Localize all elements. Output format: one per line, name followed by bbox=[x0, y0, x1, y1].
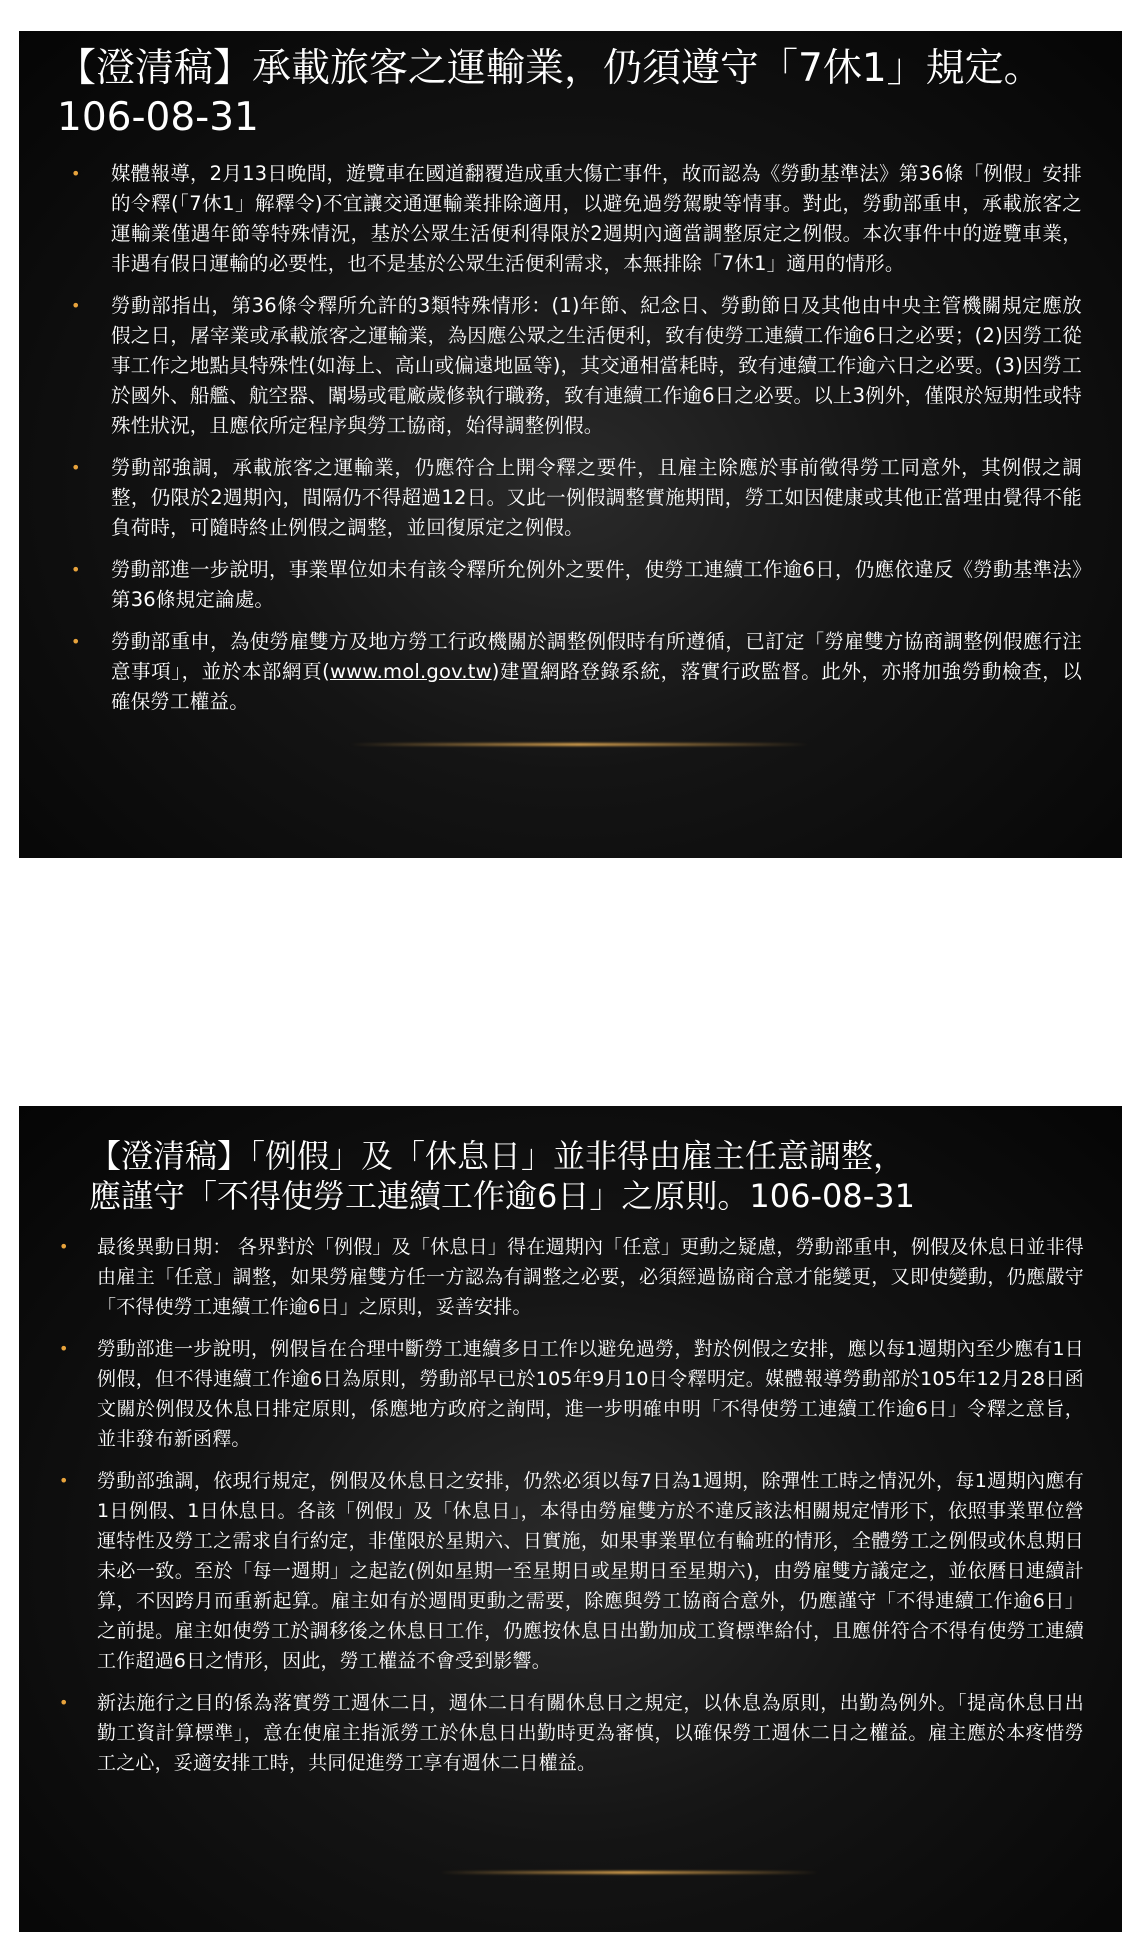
slide-2 bbox=[19, 1106, 1122, 1932]
slide-2-title-line-2: 應謹守「不得使勞工連續工作逾6日」之原則。106-08-31 bbox=[89, 1177, 915, 1215]
bullet-text: 勞動部進一步說明，例假旨在合理中斷勞工連續多日工作以避免過勞，對於例假之安排，應以每1週期內至少應有1日例假，但不得連續工作逾6日為原則，勞動部早已於105年9月10日令釋明定。媒體報導勞動部於105年12月28日函文關於例假及休息日排定原則，係應地方政府之詢問，進一步明確申明「不得使勞工連續工作逾6日」令釋之意旨，並非發布新函釋。 bbox=[97, 1338, 1084, 1450]
list-item bbox=[57, 1688, 1084, 1778]
list-item bbox=[57, 1334, 1084, 1454]
list-item bbox=[57, 1466, 1084, 1676]
list-item bbox=[57, 627, 1082, 717]
slide-2-title bbox=[57, 1136, 1084, 1216]
bullet-icon: • bbox=[59, 1339, 69, 1358]
bullet-text: 媒體報導，2月13日晚間，遊覽車在國道翻覆造成重大傷亡事件，故而認為《勞動基準法》第36條「例假」安排的令釋(「7休1」解釋令)不宜讓交通運輸業排除適用，以避免過勞駕駛等情事。對此，勞動部重申，承載旅客之運輸業僅遇年節等特殊情況，基於公眾生活便利得限於2週期內適當調整原定之例假。本次事件中的遊覽車業，非遇有假日運輸的必要性，也不是基於公眾生活便利需求，本無排除「7休1」適用的情形。 bbox=[111, 161, 1082, 275]
bullet-text-after-link: )建置網路登錄系統，落實行政監督。此外，亦將加強勞動檢查，以確保勞工權益。 bbox=[111, 659, 1083, 713]
slide-1-title: 【澄清稿】承載旅客之運輸業，仍須遵守「7休1」規定。106-08-31 bbox=[57, 46, 1043, 140]
list-item bbox=[57, 1232, 1084, 1322]
slide-2-bullet-list bbox=[57, 1232, 1084, 1778]
list-item bbox=[57, 291, 1082, 441]
bullet-text: 勞動部指出，第36條令釋所允許的3類特殊情形：(1)年節、紀念日、勞動節日及其他由中央主管機關規定應放假之日，屠宰業或承載旅客之運輸業，為因應公眾之生活便利，致有使勞工連續工作逾6日之必要；(2)因勞工從事工作之地點具特殊性(如海上、高山或偏遠地區等)，其交通相當耗時，致有連續工作逾六日之必要。(3)因勞工於國外、船艦、航空器、闈場或電廠歲修執行職務，致有連續工作逾6日之必要。以上3例外，僅限於短期性或特殊性狀況，且應依所定程序與勞工協商，始得調整例假。 bbox=[111, 293, 1082, 437]
bullet-text: 最後異動日期： 各界對於「例假」及「休息日」得在週期內「任意」更動之疑慮，勞動部重申，例假及休息日並非得由雇主「任意」調整，如果勞雇雙方任一方認為有調整之必要，必須經過協商合意才能變更，又即使變動，仍應嚴守「不得使勞工連續工作逾6日」之原則，妥善安排。 bbox=[97, 1236, 1084, 1318]
bullet-icon: • bbox=[71, 163, 81, 183]
glow-decoration bbox=[349, 743, 809, 746]
bullet-icon: • bbox=[71, 295, 81, 315]
bullet-icon: • bbox=[71, 457, 81, 477]
bullet-icon: • bbox=[59, 1471, 69, 1490]
bullet-icon: • bbox=[59, 1693, 69, 1712]
bullet-text: 勞動部進一步說明，事業單位如未有該令釋所允例外之要件，使勞工連續工作逾6日，仍應依違反《勞動基準法》第36條規定論處。 bbox=[111, 557, 1082, 611]
list-item bbox=[57, 453, 1082, 543]
bullet-icon: • bbox=[71, 631, 81, 651]
slide-1 bbox=[19, 31, 1122, 858]
bullet-text: 新法施行之目的係為落實勞工週休二日，週休二日有關休息日之規定，以休息為原則，出勤為例外。「提高休息日出勤工資計算標準」，意在使雇主指派勞工於休息日出勤時更為審慎，以確保勞工週休二日之權益。雇主應於本疼惜勞工之心，妥適安排工時，共同促進勞工享有週休二日權益。 bbox=[97, 1692, 1084, 1774]
bullet-icon: • bbox=[59, 1237, 69, 1256]
bullet-text-before-link: 勞動部重申，為使勞雇雙方及地方勞工行政機關於調整例假時有所遵循，已訂定「勞雇雙方協商調整例假應行注意事項」，並於本部網頁( bbox=[111, 629, 1082, 683]
slide-2-title-line-1: 【澄清稿】「例假」及「休息日」並非得由雇主任意調整， bbox=[89, 1137, 906, 1175]
bullet-text: 勞動部強調，依現行規定，例假及休息日之安排，仍然必須以每7日為1週期，除彈性工時之情況外，每1週期內應有1日例假、1日休息日。各該「例假」及「休息日」，本得由勞雇雙方於不違反該法相關規定情形下，依照事業單位營運特性及勞工之需求自行約定，非僅限於星期六、日實施，如果事業單位有輪班的情形，全體勞工之例假或休息期日未必一致。至於「每一週期」之起訖(例如星期一至星期日或星期日至星期六)，由勞雇雙方議定之，並依曆日連續計算，不因跨月而重新起算。雇主如有於週間更動之需要，除應與勞工協商合意外，仍應謹守「不得連續工作逾6日」之前提。雇主如使勞工於調移後之休息日工作，仍應按休息日出勤加成工資標準給付，且應併符合不得有使勞工連續工作超過6日之情形，因此，勞工權益不會受到影響。 bbox=[97, 1470, 1084, 1672]
bullet-text: 勞動部強調，承載旅客之運輸業，仍應符合上開令釋之要件，且雇主除應於事前徵得勞工同意外，其例假之調整，仍限於2週期內，間隔仍不得超過12日。又此一例假調整實施期間，勞工如因健康或其他正當理由覺得不能負荷時，可隨時終止例假之調整，並回復原定之例假。 bbox=[111, 455, 1082, 539]
mol-website-link[interactable]: www.mol.gov.tw bbox=[330, 659, 492, 683]
bullet-icon: • bbox=[71, 559, 81, 579]
list-item bbox=[57, 555, 1082, 615]
list-item bbox=[57, 159, 1082, 279]
glow-decoration bbox=[439, 1871, 819, 1874]
slide-1-bullet-list bbox=[57, 159, 1082, 717]
